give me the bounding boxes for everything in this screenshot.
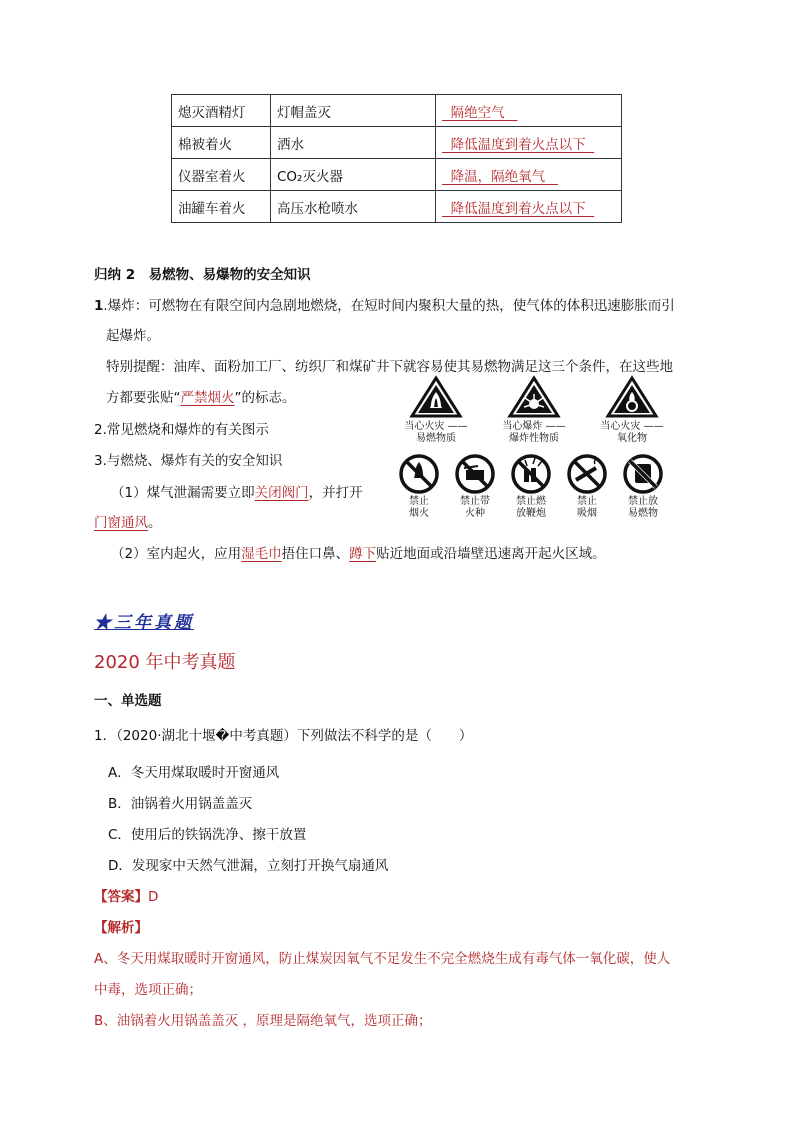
sign-caption: 当心火灾 —— 氧化物 xyxy=(600,421,664,444)
sign-caption: 禁止燃 放鞭炮 xyxy=(516,496,546,519)
fill-blank: 蹲下 xyxy=(349,546,377,562)
table-cell-principle: 降低温度到着火点以下 xyxy=(442,200,595,217)
sign-caption: 禁止 吸烟 xyxy=(577,496,597,519)
table-row xyxy=(172,95,622,127)
text: 贴近地面或沿墙壁迅速离开起火区域。 xyxy=(376,546,606,562)
table-cell-method: CO₂灭火器 xyxy=(271,159,436,191)
answer-line xyxy=(94,885,158,905)
table-cell-principle: 降温，隔绝氧气 xyxy=(442,168,558,185)
sign-caption: 当心火灾 —— 易燃物质 xyxy=(404,421,468,444)
sign-caption: 禁止 烟火 xyxy=(409,496,429,519)
text: .爆炸：可燃物在有限空间内急剧地燃烧，在短时间内聚积大量的热，使气体的体积迅速膨胀而引 xyxy=(103,298,675,314)
fill-blank: 门窗通风 xyxy=(94,515,148,531)
fill-blank: 严禁烟火 xyxy=(180,390,235,406)
no-matches-icon xyxy=(457,456,493,492)
text: 。 xyxy=(148,515,162,531)
text: 方都要张贴“ xyxy=(106,390,181,406)
option-c: C．使用后的铁锅洗净、擦干放置 xyxy=(108,827,307,843)
fill-blank: 关闭阀门 xyxy=(254,485,309,501)
question-stem: 1．（2020·湖北十堰�中考真题）下列做法不科学的是（ ） xyxy=(94,728,473,744)
text: （2）室内起火，应用 xyxy=(111,546,242,562)
table-row xyxy=(172,191,622,223)
table-cell-method: 洒水 xyxy=(271,127,436,159)
no-smoking-icon xyxy=(569,456,605,492)
table-cell-case: 熄灭酒精灯 xyxy=(172,95,271,127)
analysis-label: 【解析】 xyxy=(94,920,148,936)
text: ”的标志。 xyxy=(234,390,296,406)
table-row xyxy=(172,159,622,191)
answer-value: D xyxy=(148,889,159,905)
option-b: B．油锅着火用锅盖盖灭 xyxy=(108,796,253,812)
paragraph-explosion-line1: 1.爆炸：可燃物在有限空间内急剧地燃烧，在短时间内聚积大量的热，使气体的体积迅速膨胀而引 xyxy=(94,298,675,314)
table-cell-principle: 隔绝空气 xyxy=(442,104,518,121)
table-cell-case: 油罐车着火 xyxy=(172,191,271,223)
part-heading: 一、单选题 xyxy=(94,693,162,709)
safety-signs-figure xyxy=(394,374,674,526)
text: （1）煤气泄漏需要立即 xyxy=(111,485,255,501)
paragraph-diagrams: 2.常见燃烧和爆炸的有关图示 xyxy=(94,422,269,438)
analysis-a-line2: 中毒，选项正确； xyxy=(94,982,202,998)
fire-extinguish-table xyxy=(171,94,622,223)
explosive-warning-icon xyxy=(510,378,558,416)
oxidizer-warning-icon xyxy=(608,378,656,416)
sign-caption: 禁止带 火种 xyxy=(460,496,490,519)
tip-line1: 特别提醒：油库、面粉加工厂、纺织厂和煤矿井下就容易使其易燃物满足这三个条件，在这些地 xyxy=(106,359,673,375)
fill-blank: 湿毛巾 xyxy=(241,546,282,562)
text: ，并打开 xyxy=(308,485,363,501)
no-flammables-icon xyxy=(625,456,661,492)
analysis-b: B、油锅着火用锅盖盖灭 ，原理是隔绝氧气，选项正确； xyxy=(94,1013,432,1029)
sign-caption: 当心爆炸 —— 爆炸性物质 xyxy=(502,421,566,444)
table-cell-method: 高压水枪喷水 xyxy=(271,191,436,223)
table-cell-case: 仪器室着火 xyxy=(172,159,271,191)
table-cell-principle: 降低温度到着火点以下 xyxy=(442,136,595,153)
answer-label: 【答案】 xyxy=(94,889,148,905)
safety-item2 xyxy=(111,542,606,562)
no-fire-icon xyxy=(401,456,437,492)
table-row xyxy=(172,127,622,159)
year-title: 2020 年中考真题 xyxy=(94,652,236,673)
option-d: D．发现家中天然气泄漏，立刻打开换气扇通风 xyxy=(108,858,389,874)
safety-item1-line1 xyxy=(111,481,363,501)
analysis-a-line1: A、冬天用煤取暖时开窗通风，防止煤炭因氧气不足发生不完全燃烧生成有毒气体一氧化碳，使人 xyxy=(94,951,671,967)
sign-caption: 禁止放 易燃物 xyxy=(628,496,658,519)
table-cell-case: 棉被着火 xyxy=(172,127,271,159)
table-cell-method: 灯帽盖灭 xyxy=(271,95,436,127)
paragraph-safety: 3.与燃烧、爆炸有关的安全知识 xyxy=(94,453,283,469)
option-a: A．冬天用煤取暖时开窗通风 xyxy=(108,765,280,781)
tip-line2 xyxy=(106,386,296,406)
no-fireworks-icon xyxy=(513,456,549,492)
paragraph-explosion-line2: 起爆炸。 xyxy=(106,328,160,344)
safety-item1-line2 xyxy=(94,511,162,531)
section-title: ★三年真题 xyxy=(94,613,194,633)
flammable-warning-icon xyxy=(412,378,460,416)
text: 捂住口鼻、 xyxy=(281,546,350,562)
section-heading: 归纳 2 易燃物、易爆物的安全知识 xyxy=(94,267,311,283)
